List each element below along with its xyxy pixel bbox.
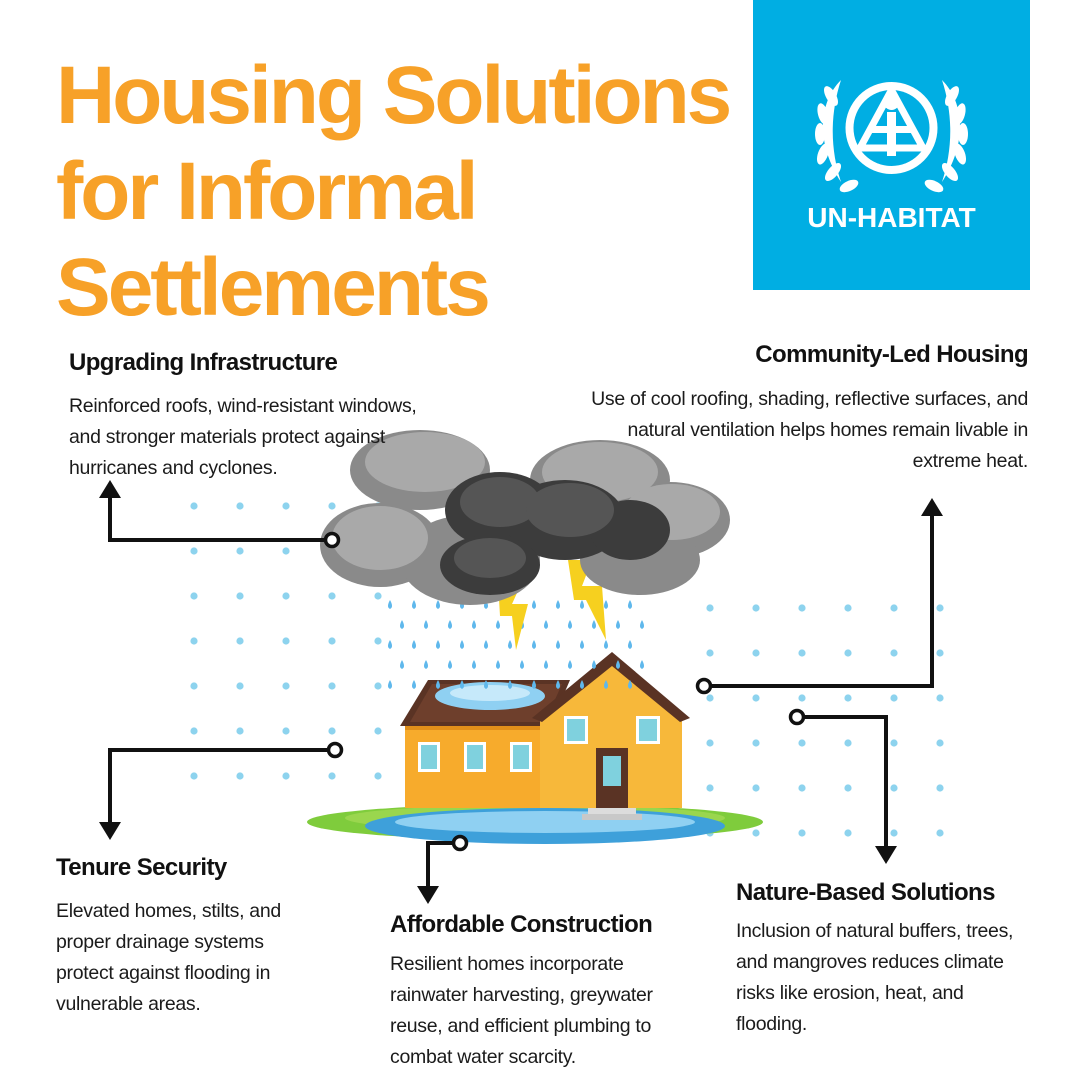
un-habitat-logo bbox=[753, 0, 1030, 290]
heading-community: Community-Led Housing bbox=[755, 341, 1028, 368]
desc-community bbox=[508, 384, 1028, 477]
heading-upgrading: Upgrading Infrastructure bbox=[69, 349, 338, 376]
desc-line: reuse, and efficient plumbing to bbox=[390, 1015, 652, 1037]
heading-nature: Nature-Based Solutions bbox=[736, 879, 995, 906]
desc-tenure bbox=[56, 896, 346, 1020]
logo-text: UN-HABITAT bbox=[807, 202, 976, 233]
desc-line: Inclusion of natural buffers, trees, bbox=[736, 920, 1014, 942]
desc-line: rainwater harvesting, greywater bbox=[390, 984, 653, 1006]
desc-line: Elevated homes, stilts, and bbox=[56, 900, 281, 922]
desc-line: combat water scarcity. bbox=[390, 1046, 576, 1068]
desc-line: Reinforced roofs, wind-resistant windows, bbox=[69, 395, 417, 417]
desc-affordable bbox=[390, 949, 710, 1073]
desc-line: risks like erosion, heat, and bbox=[736, 982, 964, 1004]
un-habitat-emblem-icon bbox=[801, 62, 982, 202]
desc-line: hurricanes and cyclones. bbox=[69, 457, 278, 479]
desc-upgrading bbox=[69, 391, 489, 484]
desc-line: Use of cool roofing, shading, reflective surfaces, and bbox=[591, 388, 1028, 410]
title-line-1: Housing Solutions bbox=[56, 50, 730, 141]
title-line-2: for Informal bbox=[56, 146, 476, 237]
heading-affordable: Affordable Construction bbox=[390, 911, 653, 938]
house-icon bbox=[400, 652, 690, 820]
desc-line: and stronger materials protect against bbox=[69, 426, 385, 448]
title-line-3: Settlements bbox=[56, 242, 488, 333]
desc-line: Resilient homes incorporate bbox=[390, 953, 624, 975]
heading-tenure: Tenure Security bbox=[56, 854, 227, 881]
desc-line: proper drainage systems bbox=[56, 931, 264, 953]
desc-line: natural ventilation helps homes remain livable in bbox=[627, 419, 1028, 441]
desc-line: protect against flooding in bbox=[56, 962, 271, 984]
desc-line: extreme heat. bbox=[912, 450, 1028, 472]
page-title bbox=[56, 48, 729, 336]
desc-line: and mangroves reduces climate bbox=[736, 951, 1004, 973]
desc-line: flooding. bbox=[736, 1013, 808, 1035]
desc-line: vulnerable areas. bbox=[56, 993, 201, 1015]
desc-nature bbox=[736, 916, 1056, 1040]
flood-water-icon bbox=[365, 808, 725, 844]
